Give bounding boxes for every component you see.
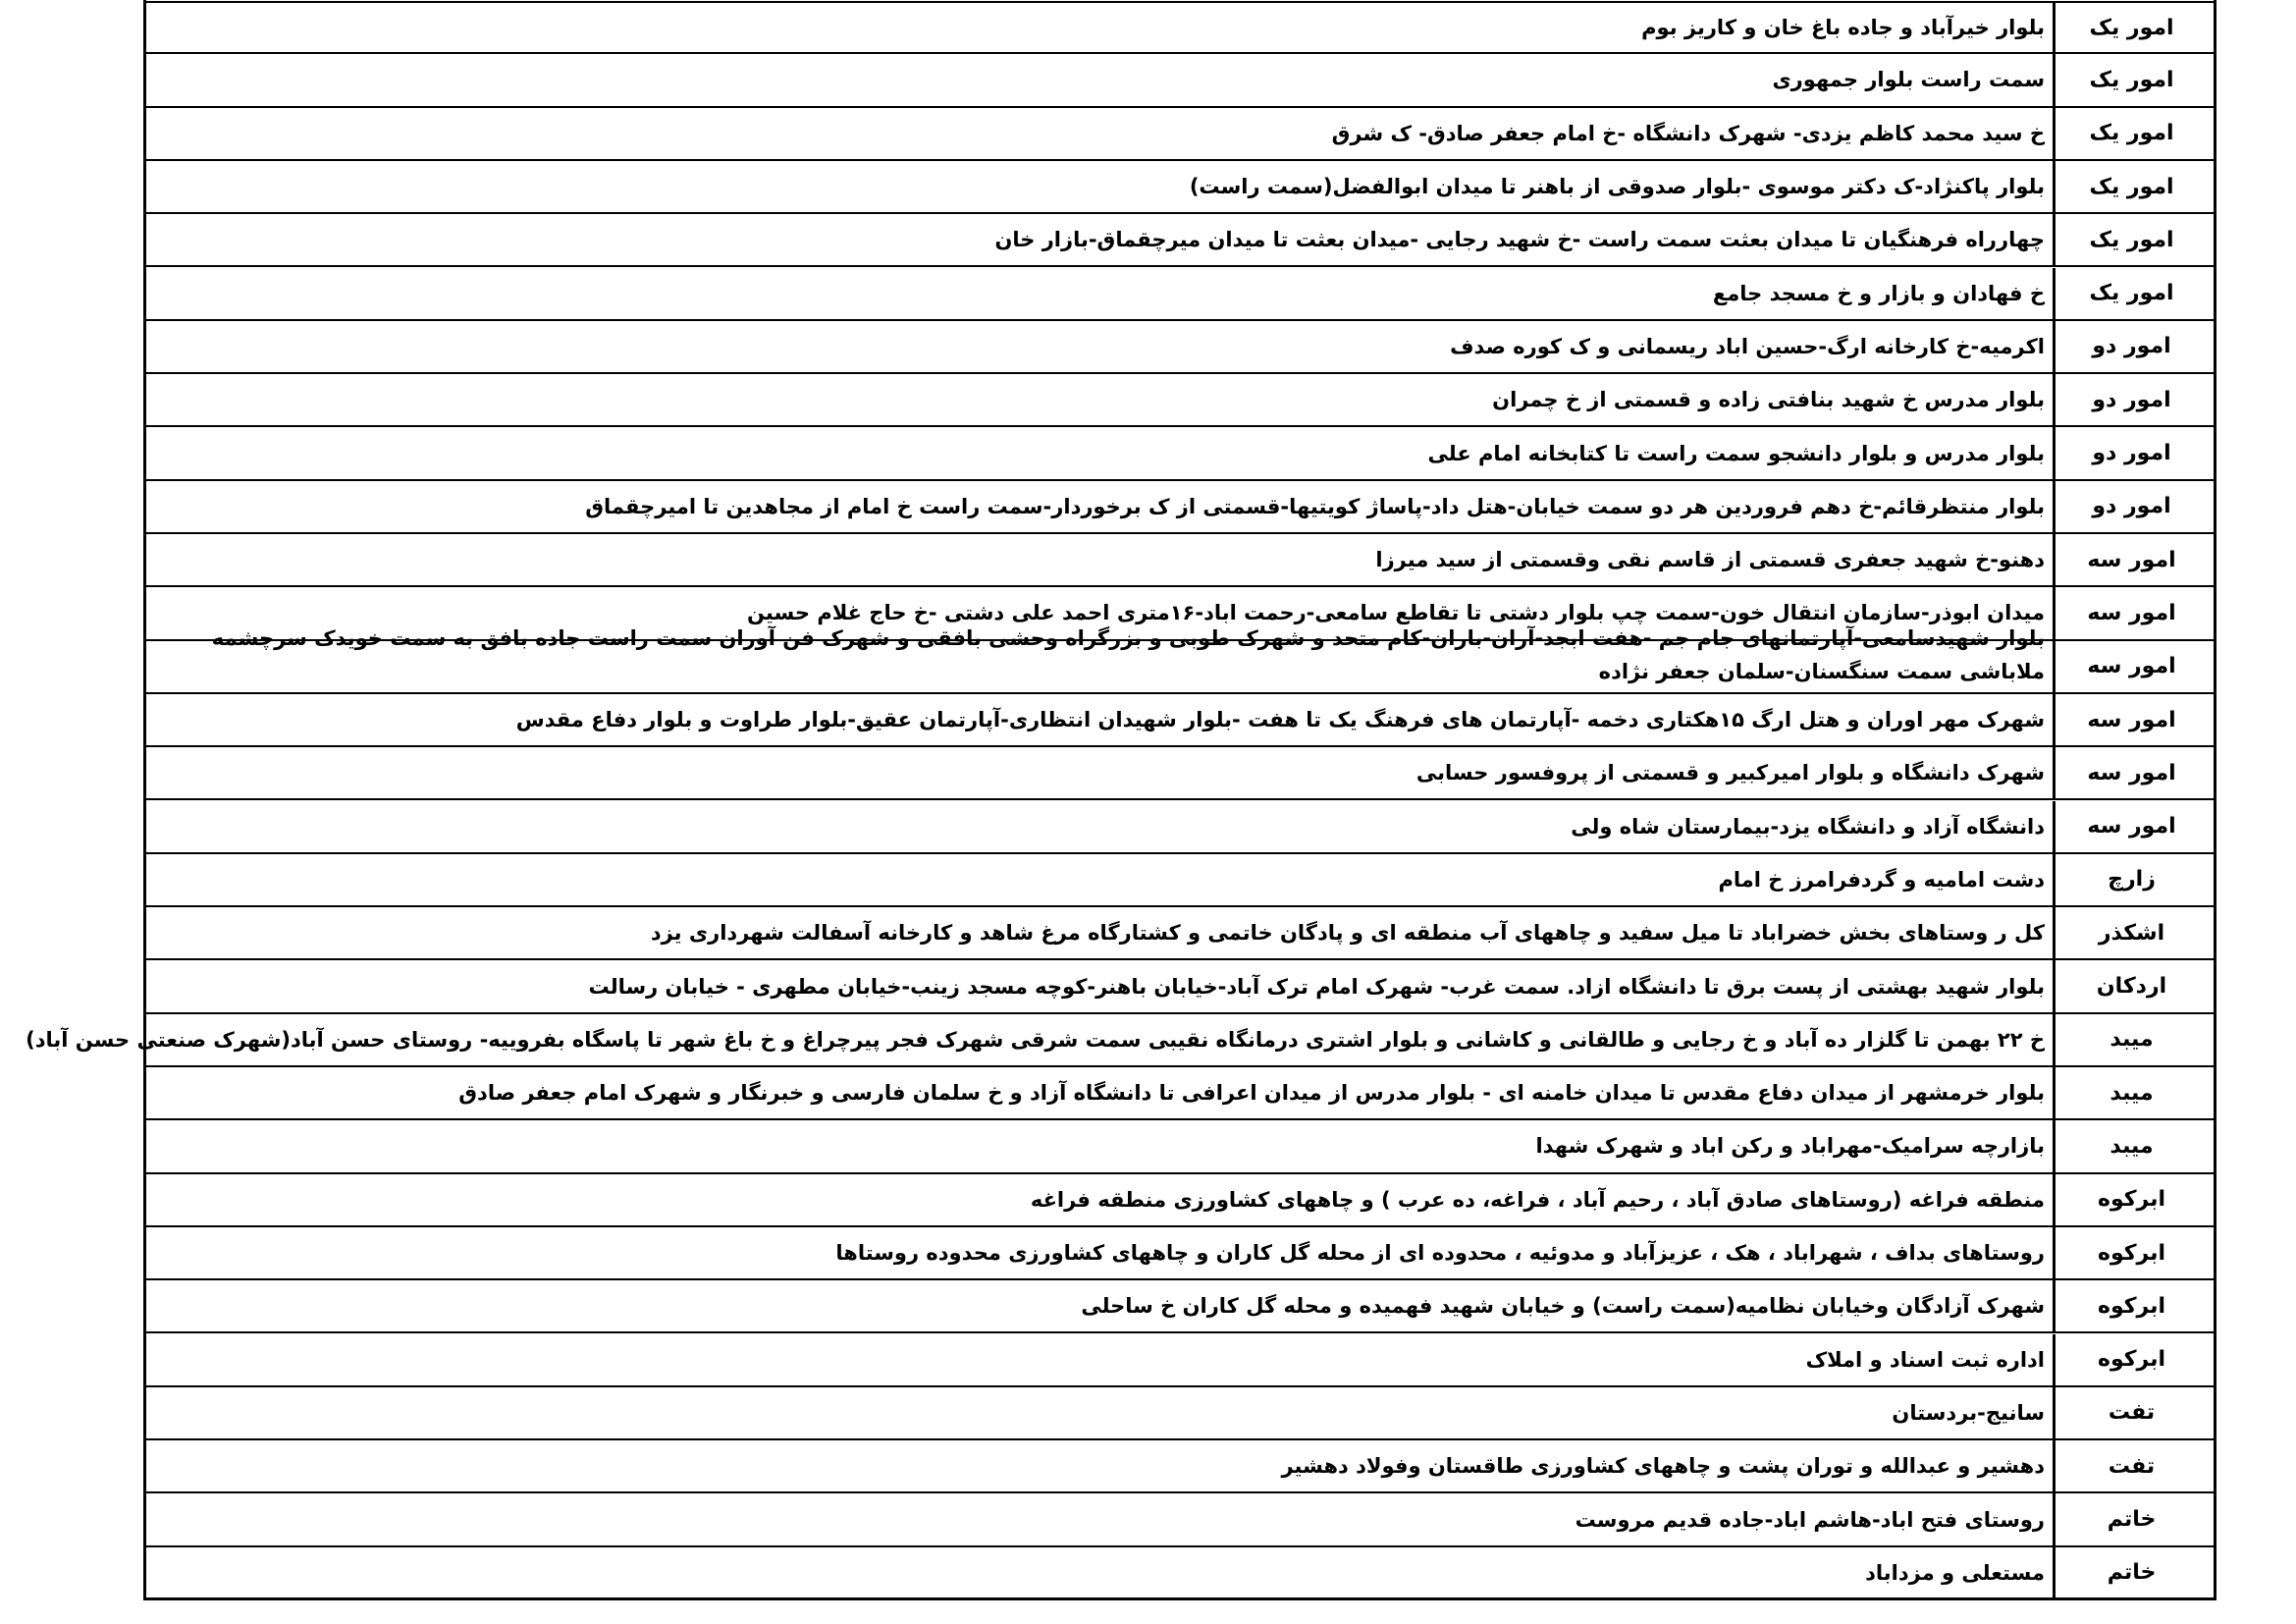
area-text: سانیج-بردستان bbox=[1892, 1400, 2045, 1425]
area-text: بلوار شهید بهشتی از پست برق تا دانشگاه ازاد. سمت غرب- شهرک امام ترک آباد-خیابان باهنر-کوچه مسجد زینب-خیابان مطهری - خیابان رسالت bbox=[588, 974, 2045, 999]
area-cell bbox=[146, 625, 2053, 692]
region-cell: امور یک bbox=[2053, 108, 2214, 159]
table-row bbox=[146, 268, 2214, 321]
table-row bbox=[146, 427, 2214, 480]
area-text: شهرک آزادگان وخیابان نظامیه(سمت راست) و خیابان شهید فهمیده و محله گل کاران خ ساحلی bbox=[1081, 1294, 2045, 1319]
area-cell bbox=[146, 1493, 2053, 1544]
table-row bbox=[146, 1547, 2214, 1600]
area-cell bbox=[146, 1120, 2053, 1171]
region-cell: امور سه bbox=[2053, 587, 2214, 638]
area-cell bbox=[146, 960, 2053, 1011]
table-row bbox=[146, 481, 2214, 534]
area-text: بلوار مدرس خ شهید بنافتی زاده و قسمتی از خ چمران bbox=[1492, 388, 2045, 412]
area-text: سمت راست بلوار جمهوری bbox=[1772, 68, 2045, 92]
area-text: بلوار شهیدسامعی-آپارتمانهای جام جم -هفت ابجد-آران-باران-کام متحد و شهرک طوبی و بزرگراه وحشی بافقی و شهرک فن آوران سمت راست جاده بافق به سمت خویدک سرچشمه ملاباشی سمت سنگسنان-سلمان جعفر نژاده bbox=[211, 625, 2045, 683]
table-row bbox=[146, 214, 2214, 267]
table-row bbox=[146, 1440, 2214, 1493]
area-text: میدان ابوذر-سازمان انتقال خون-سمت چپ بلوار دشتی تا تقاطع سامعی-رحمت اباد-۱۶متری احمد علی دشتی -خ حاج غلام حسین bbox=[747, 601, 2045, 625]
region-cell: امور سه bbox=[2053, 801, 2214, 852]
region-cell: امور یک bbox=[2053, 161, 2214, 212]
table-row bbox=[26, 1014, 2214, 1067]
table-row bbox=[146, 907, 2214, 960]
area-cell bbox=[146, 1067, 2053, 1118]
area-text: چهارراه فرهنگیان تا میدان بعثت سمت راست -خ شهید رجایی -میدان بعثت تا میدان میرچقماق-بازار خان bbox=[994, 228, 2045, 252]
region-cell: امور سه bbox=[2053, 534, 2214, 585]
region-cell: امور سه bbox=[2053, 747, 2214, 798]
area-text: منطقه فراغه (روستاهای صادق آباد ، رحیم آباد ، فراغه، ده عرب ) و چاههای کشاورزی منطقه فراغه bbox=[1030, 1187, 2045, 1212]
area-cell bbox=[146, 268, 2053, 319]
region-cell: ابرکوه bbox=[2053, 1334, 2214, 1385]
region-cell: امور یک bbox=[2053, 54, 2214, 105]
area-cell bbox=[146, 214, 2053, 265]
table-row bbox=[146, 1067, 2214, 1120]
region-cell: ابرکوه bbox=[2053, 1280, 2214, 1331]
area-text: بلوار منتظرقائم-خ دهم فروردین هر دو سمت خیابان-هتل داد-پاساژ کویتیها-قسمتی از ک برخوردار-سمت راست خ امام از مجاهدین تا امیرچقماق bbox=[585, 494, 2045, 518]
area-text: شهرک دانشگاه و بلوار امیرکبیر و قسمتی از پروفسور حسابی bbox=[1415, 761, 2045, 785]
area-cell bbox=[146, 1387, 2053, 1438]
area-cell bbox=[146, 1547, 2053, 1598]
area-cell bbox=[146, 1280, 2053, 1331]
area-text: خ فهادان و بازار و خ مسجد جامع bbox=[1712, 281, 2045, 305]
region-cell: اردکان bbox=[2053, 960, 2214, 1011]
table-row bbox=[146, 321, 2214, 374]
table-row bbox=[146, 960, 2214, 1013]
table-row bbox=[146, 534, 2214, 587]
area-cell bbox=[146, 694, 2053, 745]
table-row bbox=[146, 854, 2214, 907]
area-text: بلوار مدرس و بلوار دانشجو سمت راست تا کتابخانه امام علی bbox=[1427, 441, 2045, 465]
area-cell bbox=[146, 481, 2053, 532]
region-cell: ابرکوه bbox=[2053, 1174, 2214, 1225]
table-row bbox=[146, 374, 2214, 427]
area-cell bbox=[146, 1227, 2053, 1278]
region-cell: امور دو bbox=[2053, 374, 2214, 425]
region-cell: خاتم bbox=[2053, 1493, 2214, 1544]
area-text: بلوار خرمشهر از میدان دفاع مقدس تا میدان خامنه ای - بلوار مدرس از میدان اعرافی تا دانشگاه آزاد و خ سلمان فارسی و خبرنگار و شهرک امام جعفر صادق bbox=[458, 1081, 2045, 1106]
area-cell bbox=[146, 321, 2053, 372]
region-cell: امور یک bbox=[2053, 214, 2214, 265]
area-text: خ ۲۲ بهمن تا گلزار ده آباد و خ رجایی و طالقانی و کاشانی و بلوار اشتری درمانگاه نقیبی سمت شرقی شهرک فجر پیرچراغ و خ باغ شهر تا پاسگاه بفروییه- روستای حسن آباد(شهرک صنعتی حسن آباد) bbox=[26, 1027, 2045, 1052]
area-text: بلوار خیرآباد و جاده باغ خان و کاریز بوم bbox=[1641, 16, 2045, 40]
area-text: دهنو-خ شهید جعفری قسمتی از قاسم نقی وقسمتی از سید میرزا bbox=[1375, 548, 2045, 572]
area-text: دانشگاه آزاد و دانشگاه یزد-بیمارستان شاه ولی bbox=[1571, 814, 2045, 839]
table-row bbox=[146, 1493, 2214, 1546]
area-text: بازارچه سرامیک-مهراباد و رکن اباد و شهرک شهدا bbox=[1535, 1134, 2045, 1159]
region-cell: زارچ bbox=[2053, 854, 2214, 905]
area-cell bbox=[26, 1014, 2053, 1065]
region-cell: امور دو bbox=[2053, 321, 2214, 372]
area-cell bbox=[146, 1334, 2053, 1385]
region-cell: امور سه bbox=[2053, 641, 2214, 692]
table-row bbox=[146, 1280, 2214, 1333]
area-text: اداره ثبت اسناد و املاک bbox=[1805, 1347, 2045, 1372]
area-text: دشت امامیه و گردفرامرز خ امام bbox=[1718, 867, 2045, 892]
region-cell: میبد bbox=[2053, 1067, 2214, 1118]
table-row bbox=[146, 625, 2214, 694]
region-cell: تفت bbox=[2053, 1387, 2214, 1438]
region-cell: ابرکوه bbox=[2053, 1227, 2214, 1278]
region-cell: میبد bbox=[2053, 1014, 2214, 1065]
area-cell bbox=[146, 1174, 2053, 1225]
area-cell bbox=[146, 3, 2053, 52]
area-text: مستعلی و مزداباد bbox=[1865, 1560, 2045, 1585]
area-text: شهرک مهر اوران و هتل ارگ ۱۵هکتاری دخمه -آپارتمان های فرهنگ یک تا هفت -بلوار شهیدان انتظاری-آپارتمان عقیق-بلوار طراوت و بلوار دفاع مقدس bbox=[515, 708, 2045, 732]
area-text: دهشیر و عبدالله و توران پشت و چاههای کشاورزی طاقستان وفولاد دهشیر bbox=[1281, 1454, 2045, 1479]
table-row bbox=[146, 108, 2214, 161]
area-cell bbox=[146, 534, 2053, 585]
area-cell bbox=[146, 801, 2053, 852]
area-cell bbox=[146, 427, 2053, 478]
area-text: روستای فتح اباد-هاشم اباد-جاده قدیم مروست bbox=[1575, 1507, 2045, 1532]
area-cell bbox=[146, 1440, 2053, 1491]
table-row bbox=[146, 1334, 2214, 1387]
region-cell: خاتم bbox=[2053, 1547, 2214, 1598]
area-cell bbox=[146, 108, 2053, 159]
table-row bbox=[146, 1227, 2214, 1280]
region-cell: امور سه bbox=[2053, 694, 2214, 745]
region-cell: امور یک bbox=[2053, 3, 2214, 52]
region-cell: امور یک bbox=[2053, 268, 2214, 319]
region-cell: تفت bbox=[2053, 1440, 2214, 1491]
region-cell: میبد bbox=[2053, 1120, 2214, 1171]
area-cell bbox=[146, 54, 2053, 105]
table-row bbox=[146, 801, 2214, 854]
area-text: روستاهای بداف ، شهراباد ، هک ، عزیزآباد و مدوئیه ، محدوده ای از محله گل کاران و چاههای کشاورزی محدوده روستاها bbox=[835, 1241, 2045, 1266]
table-row bbox=[146, 747, 2214, 800]
region-cell: اشکذر bbox=[2053, 907, 2214, 958]
area-cell bbox=[146, 161, 2053, 212]
area-cell bbox=[146, 854, 2053, 905]
region-cell: امور دو bbox=[2053, 481, 2214, 532]
table-row bbox=[146, 1387, 2214, 1440]
area-text: بلوار پاکنژاد-ک دکتر موسوی -بلوار صدوقی از باهنر تا میدان ابوالفضل(سمت راست) bbox=[1189, 175, 2045, 199]
table-row bbox=[146, 1, 2214, 54]
area-text: کل ر وستاهای بخش خضراباد تا میل سفید و چاههای آب منطقه ای و پادگان خاتمی و کشتارگاه مرغ شاهد و کارخانه آسفالت شهرداری یزد bbox=[650, 921, 2045, 946]
region-cell: امور دو bbox=[2053, 427, 2214, 478]
table-row bbox=[146, 694, 2214, 747]
table-row bbox=[146, 1174, 2214, 1227]
table-row bbox=[146, 54, 2214, 107]
table-row bbox=[146, 161, 2214, 214]
area-cell bbox=[146, 907, 2053, 958]
area-text: اکرمیه-خ کارخانه ارگ-حسین اباد ریسمانی و ک کوره صدف bbox=[1450, 334, 2045, 358]
area-cell bbox=[146, 374, 2053, 425]
table-row bbox=[146, 1120, 2214, 1173]
outage-table bbox=[26, 0, 2216, 1600]
area-text: خ سید محمد کاظم یزدی- شهرک دانشگاه -خ امام جعفر صادق- ک شرق bbox=[1331, 121, 2045, 145]
area-cell bbox=[146, 747, 2053, 798]
